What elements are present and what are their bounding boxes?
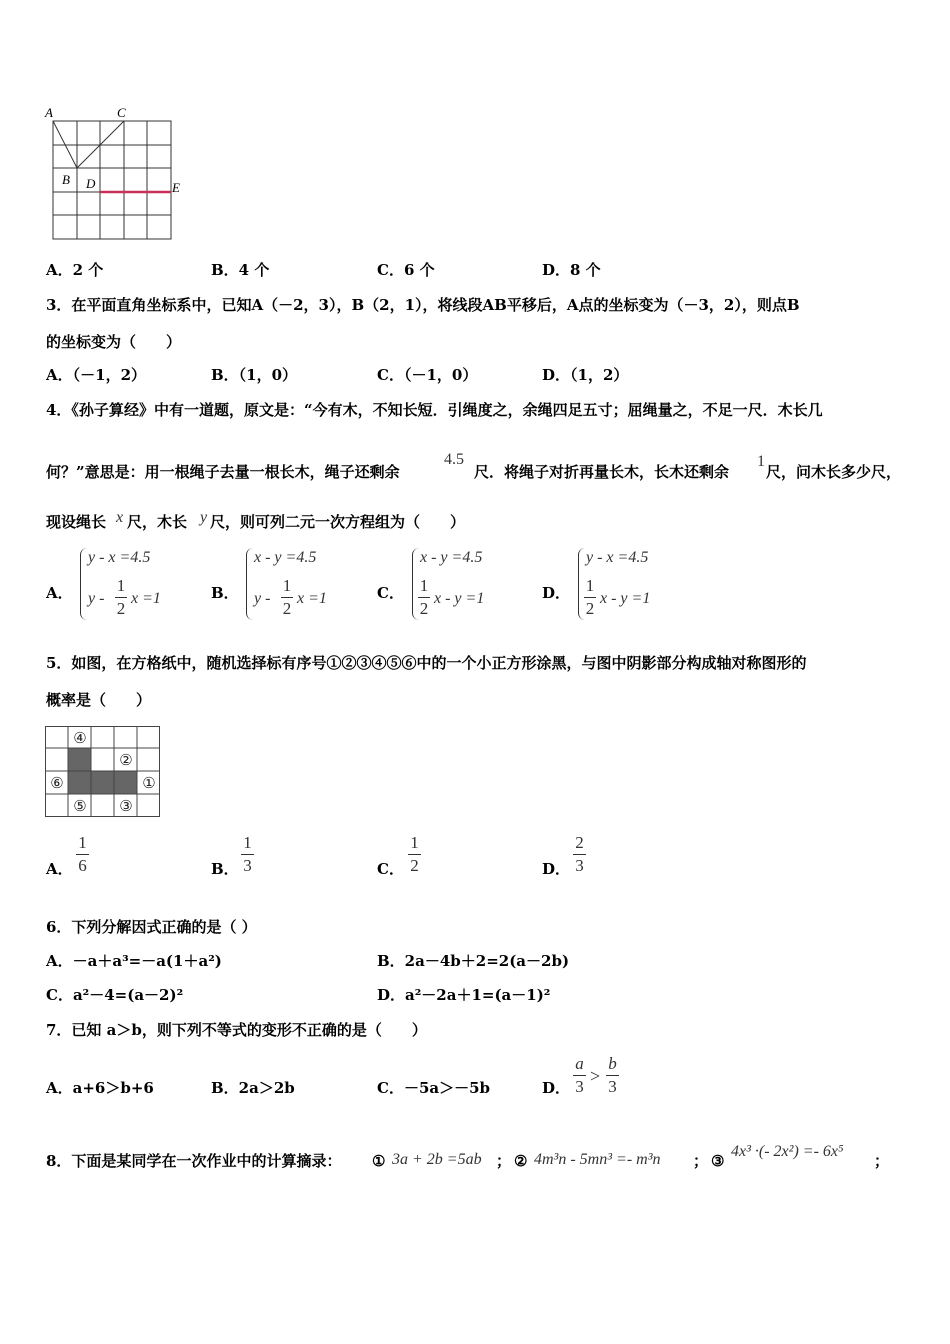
q8-sep-1: ； <box>496 1152 512 1170</box>
q8-expr-2: 4m³n - 5mn³ =- m³n <box>534 1151 661 1168</box>
q2-option-a: A．2 个 <box>46 261 104 279</box>
q3-option-b: B．（1，0） <box>211 366 298 384</box>
q6-title: 6．下列分解因式正确的是（ ） <box>46 918 257 936</box>
mark-6: ⑥ <box>50 776 64 792</box>
fraction-half: 1 2 <box>116 576 126 618</box>
q2-option-d: D．8 个 <box>542 261 601 279</box>
q3-option-c: C．（－1，0） <box>377 366 478 384</box>
fraction-half: 1 2 <box>585 576 595 618</box>
figure-grid-abcde <box>42 100 192 245</box>
label-e: E <box>172 180 180 195</box>
q7-option-b: B．2a＞2b <box>211 1079 295 1097</box>
q4-value-1: 1 <box>757 453 765 470</box>
q6-option-a: A．－a＋a³=－a(1＋a²) <box>46 952 222 970</box>
q4-var-x: x <box>116 509 124 526</box>
q4-line3b: 尺，木长 <box>127 513 188 531</box>
q4-line1: 4．《孙子算经》中有一道题，原文是：“今有木，不知长短．引绳度之，余绳四足五寸；屈绳量之，不足一尺．木长几 <box>46 401 823 419</box>
q8-sep-2: ； <box>693 1152 709 1170</box>
label-b: B <box>62 172 70 187</box>
q3-line2: 的坐标变为（ ） <box>46 333 182 351</box>
q4-line2b: 尺．将绳子对折再量长木，长木还剩余 <box>474 463 730 481</box>
q2-option-c: C．6 个 <box>377 261 435 279</box>
mark-2: ② <box>119 753 133 769</box>
q8-circle-2: ② <box>514 1152 528 1170</box>
label-d: D <box>86 176 96 191</box>
q8-circle-3: ③ <box>711 1152 725 1170</box>
label-a: A <box>45 105 53 120</box>
fraction-half: 1 2 <box>419 576 429 618</box>
mark-4: ④ <box>73 731 87 747</box>
q3-option-a: A．（－1，2） <box>46 366 147 384</box>
q7-title: 7．已知 a＞b，则下列不等式的变形不正确的是（ ） <box>46 1021 427 1039</box>
label-c: C <box>117 105 126 120</box>
mark-5: ⑤ <box>73 799 87 815</box>
q5-line2: 概率是（ ） <box>46 691 152 709</box>
fraction-half: 1 2 <box>282 576 292 618</box>
q4-var-y: y <box>200 509 208 526</box>
q3-line1: 3．在平面直角坐标系中，已知A（－2，3），B（2，1），将线段AB平移后，A点的坐标变为（－3，2），则点B <box>46 296 800 314</box>
q4-line2a: 何？”意思是：用一根绳子去量一根长木，绳子还剩余 <box>46 463 400 481</box>
brace <box>246 548 253 620</box>
mark-1: ① <box>142 776 156 792</box>
q8-lead: 8．下面是某同学在一次作业中的计算摘录： <box>46 1152 342 1170</box>
q6-option-d: D．a²－2a＋1=(a－1)² <box>377 986 551 1004</box>
figure-shaded-grid <box>45 726 161 818</box>
q8-sep-3: ； <box>874 1152 890 1170</box>
q4-line2c: 尺，问木长多少尺， <box>766 463 902 481</box>
q3-option-d: D．（1，2） <box>542 366 629 384</box>
q6-option-c: C．a²－4=(a－2)² <box>46 986 184 1004</box>
q8-expr-3: 4x³ ·(- 2x²) =- 6x⁵ <box>731 1143 844 1160</box>
q2-option-b: B．4 个 <box>211 261 270 279</box>
brace <box>80 548 87 620</box>
q5-line1: 5．如图，在方格纸中，随机选择标有序号①②③④⑤⑥中的一个小正方形涂黑，与图中阴影部分构成轴对称图形的 <box>46 654 807 672</box>
q8-circle-1: ① <box>372 1152 386 1170</box>
mark-3: ③ <box>119 799 133 815</box>
q8-expr-1: 3a + 2b =5ab <box>392 1151 482 1168</box>
q4-value-4-5: 4.5 <box>444 451 464 468</box>
q7-option-a: A．a+6＞b+6 <box>46 1079 154 1097</box>
q4-line3a: 现设绳长 <box>46 513 107 531</box>
q6-option-b: B．2a－4b＋2=2(a－2b) <box>377 952 570 970</box>
q7-option-c: C．－5a＞－5b <box>377 1079 491 1097</box>
q4-line3c: 尺，则可列二元一次方程组为（ ） <box>210 513 466 531</box>
